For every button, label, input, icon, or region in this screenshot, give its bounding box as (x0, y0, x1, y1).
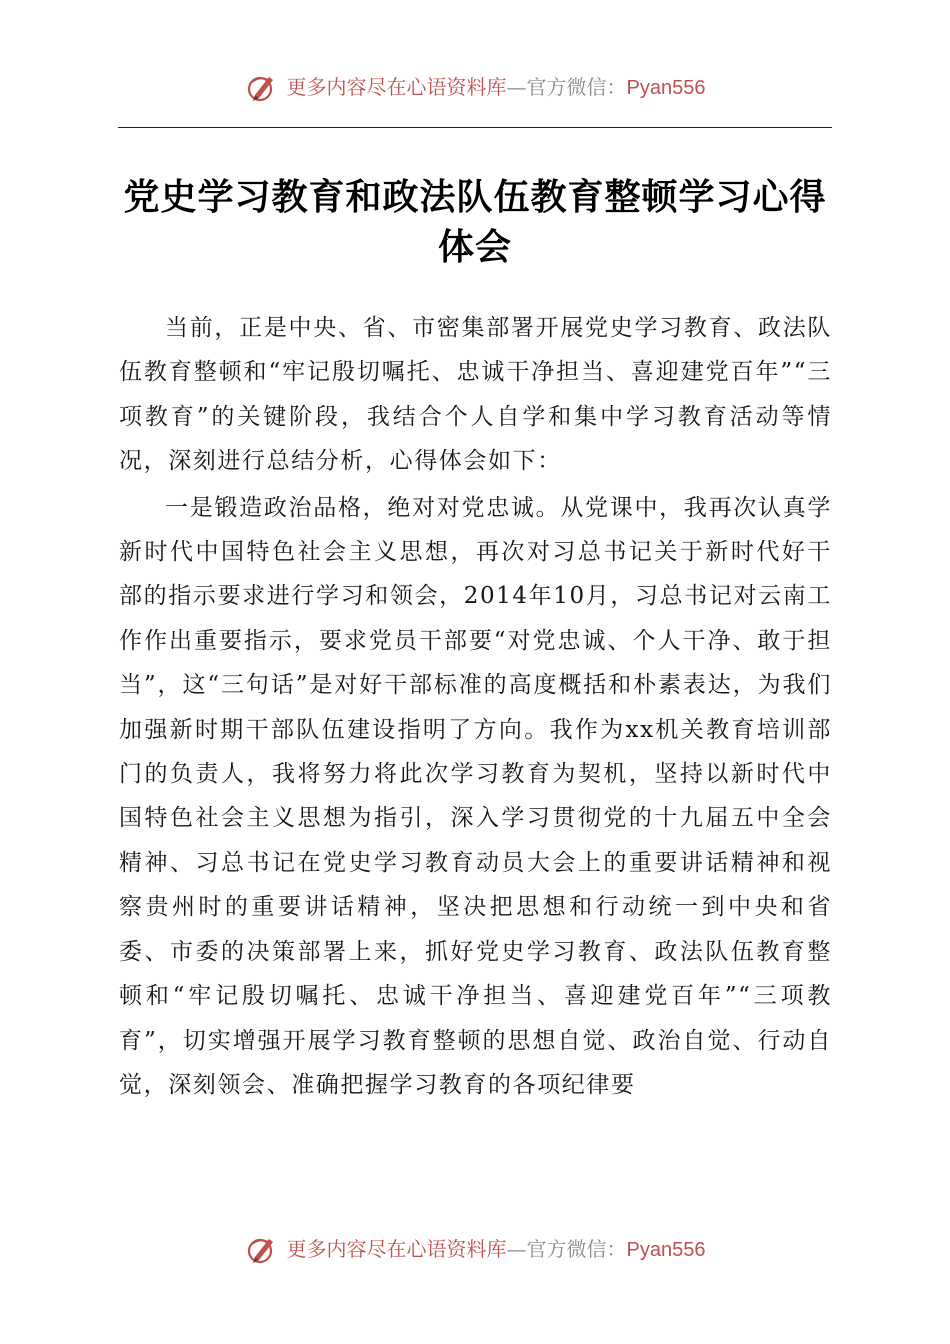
paragraph-intro: 当前，正是中央、省、市密集部署开展党史学习教育、政法队伍教育整顿和“牢记殷切嘱托、忠诚干净担当、喜迎建党百年”“三项教育”的关键阶段，我结合个人自学和集中学习教育活动等情况，深刻进行总结分析，心得体会如下： (119, 315, 832, 475)
paragraph-point-one: 一是锻造政治品格，绝对对党忠诚。从党课中，我再次认真学新时代中国特色社会主义思想，再次对习总书记关于新时代好干部的指示要求进行学习和领会，2014年10月，习总书记对云南工作作出重要指示，要求党员干部要“对党忠诚、个人干净、敢于担当”，这“三句话”是对好干部标准的高度概括和朴素表达，为我们加强新时期干部队伍建设指明了方向。我作为xx机关教育培训部门的负责人，我将努力将此次学习教育为契机，坚持以新时代中国特色社会主义思想为指引，深入学习贯彻党的十九届五中全会精神、习总书记在党史学习教育动员大会上的重要讲话精神和视察贵州时的重要讲话精神，坚决把思想和行动统一到中央和省委、市委的决策部署上来，抓好党史学习教育、政法队伍教育整顿和“牢记殷切嘱托、忠诚干净担当、喜迎建党百年”“三项教育”，切实增强开展学习教育整顿的思想自觉、政治自觉、行动自觉，深刻领会、准确把握学习教育的各项纪律要 (119, 494, 832, 1098)
document-body (119, 306, 832, 1109)
banner-lead-text: 更多内容尽在心语资料库 (286, 1237, 507, 1261)
banner-middle-text: —官方微信： (506, 1237, 627, 1261)
banner-text (287, 70, 706, 105)
banner-middle-text: —官方微信： (506, 75, 627, 99)
footer-banner (0, 1232, 950, 1267)
banner-wechat-id: Pyan556 (626, 77, 706, 99)
banner-text (287, 1232, 706, 1267)
header-divider (118, 127, 832, 128)
pen-logo-icon (245, 1233, 279, 1267)
banner-wechat-id: Pyan556 (626, 1239, 706, 1261)
header-banner (0, 70, 950, 105)
banner-lead-text: 更多内容尽在心语资料库 (286, 75, 507, 99)
pen-logo-icon (245, 71, 279, 105)
document-title: 党史学习教育和政法队伍教育整顿学习心得体会 (123, 176, 827, 268)
